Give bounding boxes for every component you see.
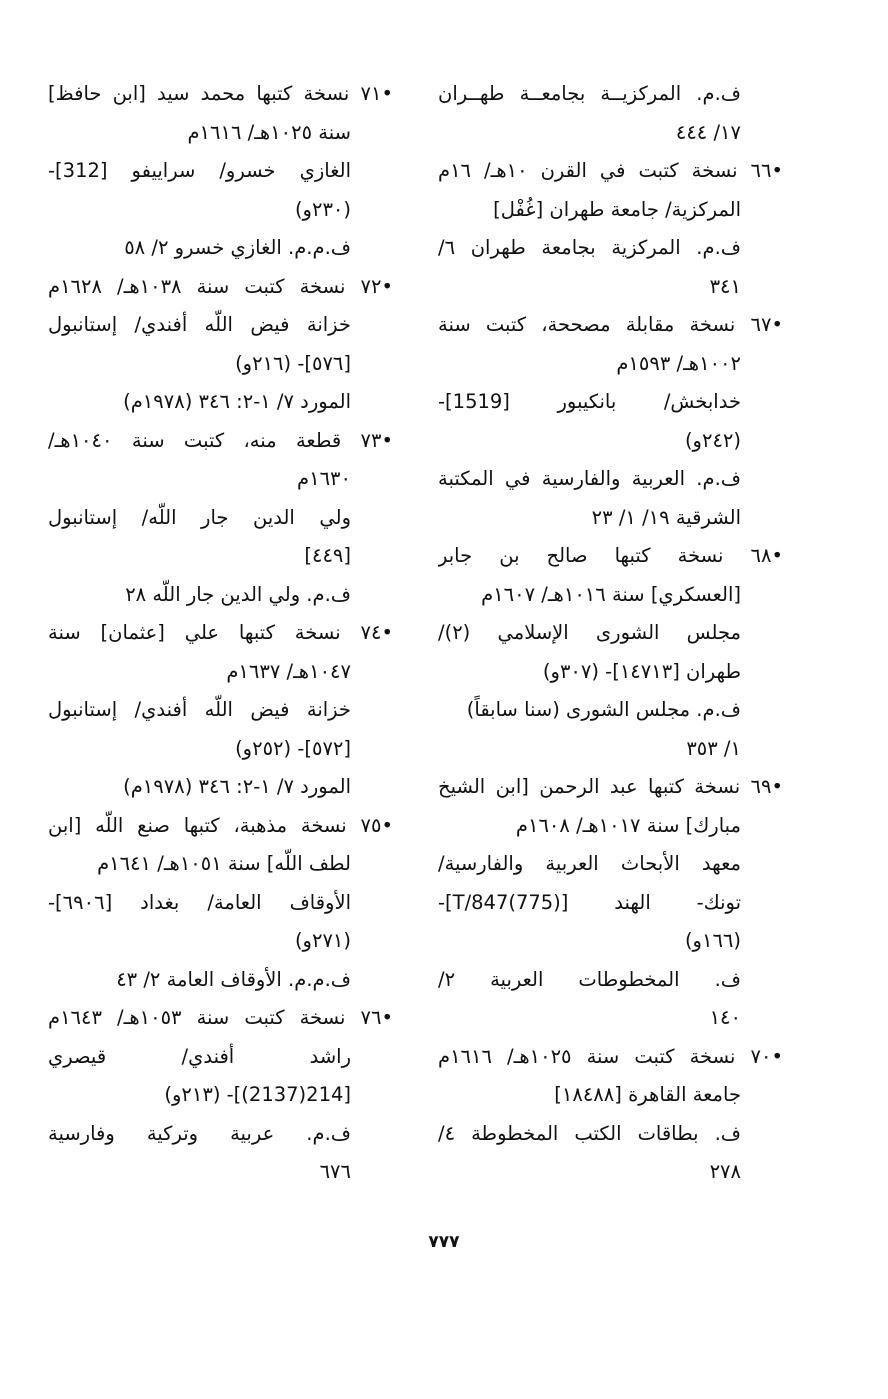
entry-first-line: •٧٥ نسخة مذهبة، كتبها صنع اللّه [ابن: [48, 813, 393, 837]
entry-line: ٣٤١: [709, 274, 741, 298]
entry-first-line: •٧٣ قطعة منه، كتبت سنة ١٠٤٠هـ/: [48, 428, 393, 452]
entry-line: ١٦٣٠م: [297, 467, 351, 490]
entry-line: ف.م. مجلس الشورى (سنا سابقاً): [466, 698, 741, 721]
entry-first-line: •٦٨ نسخة كتبها صالح بن جابر: [438, 544, 783, 567]
entry-line: ف.م. المركزية بجامعة طهران ٦/: [438, 236, 741, 259]
entry-line: مجلس الشورى الإسلامي (٢)/: [438, 621, 741, 644]
entry-line: ف. بطاقات الكتب المخطوطة ٤/: [438, 1121, 741, 1145]
entry-line: ف.م. العربية والفارسية في المكتبة: [438, 467, 741, 490]
entry-line: خزانة فيض اللّه أفندي/ إستانبول: [48, 698, 351, 721]
entry-line: طهران [١٤٧١٣]- (٣٠٧و): [542, 659, 741, 683]
entry-line: الأوقاف العامة/ بغداد [٦٩٠٦]-: [48, 890, 351, 914]
entry-line: ١٤٠: [709, 1006, 741, 1029]
entry-line: تونك- الهند [T/847(775)]-: [438, 890, 741, 914]
page-number: ٧٧٧: [428, 1232, 460, 1252]
entry-line: (٢٣٠و): [294, 197, 351, 221]
entry-line: راشد أفندي/ قيصري: [48, 1044, 351, 1068]
entry-line: لطف اللّه] سنة ١٠٥١هـ/ ١٦٤١م: [97, 852, 351, 875]
entry-line: ١٧/ ٤٤٤: [675, 120, 741, 144]
entry-line: المورد ٧/ ١-٢: ٣٤٦ (١٩٧٨م): [123, 775, 351, 798]
entry-first-line: •٦٦ نسخة كتبت في القرن ١٠هـ/ ١٦م: [438, 159, 783, 182]
entry-line: معهد الأبحاث العربية والفارسية/: [438, 852, 741, 875]
entry-line: المركزية/ جامعة طهران [غُفْل]: [493, 197, 741, 221]
entry-line: ف.م.م. الأوقاف العامة ٢/ ٤٣: [116, 967, 351, 991]
left-column: [48, 75, 393, 1192]
entry-line: [العسكري] سنة ١٠١٦هـ/ ١٦٠٧م: [481, 582, 741, 606]
entry-line: ١٠٤٧هـ/ ١٦٣٧م: [226, 659, 351, 683]
entry-first-line: •٧٤ نسخة كتبها علي [عثمان] سنة: [48, 621, 393, 644]
entry-line: مبارك] سنة ١٠١٧هـ/ ١٦٠٨م: [515, 813, 741, 837]
entry-line: (٢٧١و): [294, 929, 351, 952]
entry-line: [٥٧٢]- (٢٥٢و): [235, 736, 351, 760]
entry-line: ف.م.م. الغازي خسرو ٢/ ٥٨: [124, 236, 351, 259]
entry-first-line: •٧٢ نسخة كتبت سنة ١٠٣٨هـ/ ١٦٢٨م: [48, 274, 393, 298]
entry-line: الغازي خسرو/ سراييفو [312]-: [48, 159, 351, 182]
entry-first-line: •٧١ نسخة كتبها محمد سيد [ابن حافظ]: [48, 82, 393, 105]
entry-line: [٥٧٦]- (٢١٦و): [235, 351, 351, 375]
entry-line: ولي الدين جار اللّه/ إستانبول: [48, 505, 351, 529]
entry-first-line: •٦٧ نسخة مقابلة مصححة، كتبت سنة: [438, 313, 783, 336]
entry-line: (١٦٦و): [684, 929, 741, 952]
entry-line: ف.م. المركزيــة بجامعــة طهــران: [438, 82, 741, 105]
entry-line: سنة ١٠٢٥هـ/ ١٦١٦م: [187, 120, 351, 144]
entry-first-line: •٦٩ نسخة كتبها عبد الرحمن [ابن الشيخ: [438, 775, 783, 798]
entry-first-line: •٧٠ نسخة كتبت سنة ١٠٢٥هـ/ ١٦١٦م: [438, 1044, 783, 1068]
entry-line: [214(2137)]- (٢١٣و): [164, 1083, 351, 1106]
entry-line: ٢٧٨: [709, 1160, 741, 1183]
entry-line: (٢٤٢و): [684, 428, 741, 452]
entry-line: ١/ ٣٥٣: [686, 736, 741, 760]
entry-line: الشرقية ١٩/ ١/ ٢٣: [591, 505, 741, 529]
entry-line: ف.م. ولي الدين جار اللّه ٢٨: [125, 582, 351, 606]
entry-line: خزانة فيض اللّه أفندي/ إستانبول: [48, 313, 351, 336]
entry-line: ف.م. عربية وتركية وفارسية: [48, 1121, 351, 1145]
entry-line: ١٠٠٢هـ/ ١٥٩٣م: [616, 351, 741, 375]
entry-first-line: •٧٦ نسخة كتبت سنة ١٠٥٣هـ/ ١٦٤٣م: [48, 1006, 393, 1029]
entry-line: ٦٧٦: [319, 1160, 351, 1183]
entry-line: جامعة القاهرة [١٨٤٨٨]: [554, 1083, 741, 1106]
entry-line: ف. المخطوطات العربية ٢/: [438, 967, 741, 991]
entry-line: خدابخش/ بانكيبور [1519]-: [438, 390, 741, 413]
right-column: [438, 75, 783, 1192]
entry-line: المورد ٧/ ١-٢: ٣٤٦ (١٩٧٨م): [123, 390, 351, 413]
entry-line: [٤٤٩]: [304, 544, 351, 567]
